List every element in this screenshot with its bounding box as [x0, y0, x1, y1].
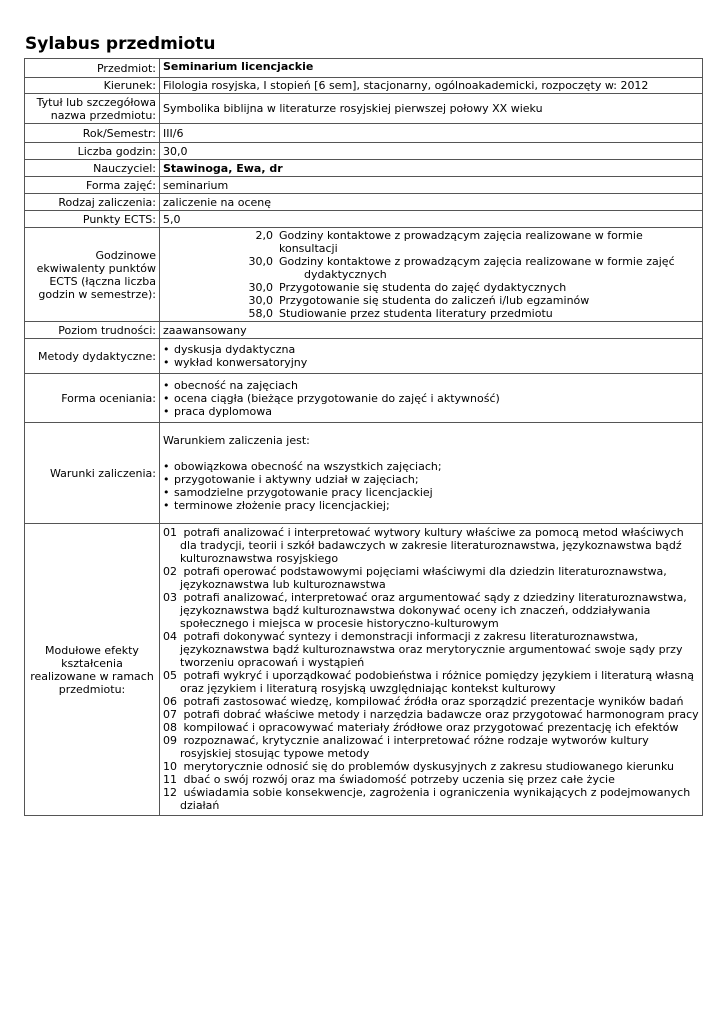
value-nauczyciel: Stawinoga, Ewa, dr [160, 160, 703, 177]
hours-text: Godziny kontaktowe z prowadzącym zajęcia realizowane w formie zajęć [279, 255, 675, 268]
row-forma [25, 177, 703, 194]
hours-text: Godziny kontaktowe z prowadzącym zajęcia realizowane w formie konsultacji [279, 229, 643, 255]
value-godz-ects [160, 228, 703, 322]
effect-text: potrafi operować podstawowymi pojęciami właściwymi dla dziedzin literaturoznawstwa, językoznawstwa lub kulturoznawstwa [180, 565, 667, 591]
list-item: • praca dyplomowa [163, 405, 699, 418]
effect-text: merytorycznie odnosić się do problemów dyskusyjnych z zakresu studiowanego kierunku [183, 760, 675, 773]
value-godziny: 30,0 [160, 143, 703, 160]
effect-number: 04 [163, 630, 177, 643]
value-przedmiot: Seminarium licencjackie [160, 59, 703, 78]
row-godz-ects [25, 228, 703, 322]
hours-text: Przygotowanie się studenta do zaliczeń i/lub egzaminów [279, 294, 590, 307]
effect-number: 11 [163, 773, 177, 786]
label-przedmiot: Przedmiot: [25, 59, 160, 78]
effect-item [163, 786, 699, 812]
value-poziom: zaawansowany [160, 322, 703, 339]
value-metody [160, 339, 703, 374]
syllabus-table [24, 58, 703, 816]
effect-text: uświadamia sobie konsekwencje, zagrożenia i ograniczenia wynikających z podejmowanych działań [180, 786, 691, 812]
effect-text: potrafi analizować i interpretować wytwory kultury właściwe za pomocą metod właściwych dla tradycji, teorii i szkół badawczych w zakresie literaturoznawstwa, językoznawstwa bądź kulturoznawstwa rosyjskiego [180, 526, 684, 565]
value-warunki [160, 423, 703, 524]
value-rok: III/6 [160, 124, 703, 143]
value-tytul: Symbolika biblijna w literaturze rosyjskiej pierwszej połowy XX wieku [160, 94, 703, 124]
hours-text-wrapper [276, 255, 699, 281]
label-efekty: Modułowe efekty kształcenia realizowane w ramach przedmiotu: [25, 524, 160, 816]
label-godz-ects: Godzinowe ekwiwalenty punktów ECTS (łączna liczba godzin w semestrze): [25, 228, 160, 322]
effect-number: 07 [163, 708, 177, 721]
label-forma: Forma zajęć: [25, 177, 160, 194]
label-ocenianie: Forma oceniania: [25, 374, 160, 423]
label-metody: Metody dydaktyczne: [25, 339, 160, 374]
effect-number: 03 [163, 591, 177, 604]
hours-number: 30,0 [248, 255, 273, 268]
effect-text: kompilować i opracowywać materiały źródłowe oraz przygotować prezentację ich efektów [183, 721, 679, 734]
ocenianie-list [163, 379, 699, 418]
effect-item [163, 630, 699, 669]
list-item: • samodzielne przygotowanie pracy licencjackiej [163, 486, 699, 499]
hours-number: 2,0 [255, 229, 273, 242]
list-item: • przygotowanie i aktywny udział w zajęciach; [163, 473, 699, 486]
row-poziom [25, 322, 703, 339]
list-item: • obecność na zajęciach [163, 379, 699, 392]
effect-text: potrafi zastosować wiedzę, kompilować źródła oraz sporządzić prezentacje wyników badań [183, 695, 684, 708]
effect-item [163, 526, 699, 565]
effect-text: potrafi dobrać właściwe metody i narzędzia badawcze oraz przygotować harmonogram pracy [183, 708, 699, 721]
value-efekty [160, 524, 703, 816]
warunki-intro: Warunkiem zaliczenia jest: [163, 434, 310, 447]
effect-number: 09 [163, 734, 177, 747]
hours-text: Przygotowanie się studenta do zajęć dydaktycznych [279, 281, 567, 294]
page-title: Sylabus przedmiotu [25, 34, 216, 54]
row-rodzaj [25, 194, 703, 211]
effect-item [163, 669, 699, 695]
list-item: • wykład konwersatoryjny [163, 356, 699, 369]
row-rok [25, 124, 703, 143]
row-efekty [25, 524, 703, 816]
row-tytul [25, 94, 703, 124]
row-godziny [25, 143, 703, 160]
label-rok: Rok/Semestr: [25, 124, 160, 143]
hours-item [163, 255, 699, 281]
effect-item [163, 708, 699, 721]
list-item: • obowiązkowa obecność na wszystkich zajęciach; [163, 460, 699, 473]
label-godziny: Liczba godzin: [25, 143, 160, 160]
effect-number: 10 [163, 760, 177, 773]
effect-text: rozpoznawać, krytycznie analizować i interpretować różne rodzaje wytworów kultury rosyjskiej stosując typowe metody [180, 734, 649, 760]
metody-list [163, 343, 699, 369]
row-ects [25, 211, 703, 228]
row-metody [25, 339, 703, 374]
effect-text: potrafi analizować, interpretować oraz argumentować sądy z dziedziny literaturoznawstwa, językoznawstwa bądź kulturoznawstwa dokonywać oceny ich znaczeń, oddziaływania społecznego i miejsca w procesie historyczno-kulturowym [180, 591, 687, 630]
row-przedmiot [25, 59, 703, 78]
value-forma: seminarium [160, 177, 703, 194]
effect-text: potrafi wykryć i uporządkować podobieństwa i różnice pomiędzy językiem i literaturą własną oraz językiem i literaturą rosyjską uwzględniając kontekst kulturowy [180, 669, 694, 695]
effect-item [163, 760, 699, 773]
label-kierunek: Kierunek: [25, 78, 160, 94]
list-item: • ocena ciągła (bieżące przygotowanie do zajęć i aktywność) [163, 392, 699, 405]
label-ects: Punkty ECTS: [25, 211, 160, 228]
effect-number: 08 [163, 721, 177, 734]
effect-item [163, 734, 699, 760]
warunki-list [163, 460, 699, 512]
effect-item [163, 773, 699, 786]
effect-item [163, 591, 699, 630]
list-item: • terminowe złożenie pracy licencjackiej; [163, 499, 699, 512]
effect-number: 06 [163, 695, 177, 708]
label-rodzaj: Rodzaj zaliczenia: [25, 194, 160, 211]
value-ects: 5,0 [160, 211, 703, 228]
hours-item [163, 307, 699, 320]
effect-number: 01 [163, 526, 177, 539]
effect-text: dbać o swój rozwój oraz ma świadomość potrzeby uczenia się przez całe życie [183, 773, 615, 786]
effect-number: 02 [163, 565, 177, 578]
value-rodzaj: zaliczenie na ocenę [160, 194, 703, 211]
row-kierunek [25, 78, 703, 94]
effect-item [163, 565, 699, 591]
effect-text: potrafi dokonywać syntezy i demonstracji informacji z zakresu literaturoznawstwa, językoznawstwa bądź kulturoznawstwa oraz merytorycznie argumentować swoje sądy przy tworzeniu opracowań i wystąpień [180, 630, 683, 669]
label-tytul: Tytuł lub szczegółowa nazwa przedmiotu: [25, 94, 160, 124]
effect-item [163, 695, 699, 708]
value-kierunek: Filologia rosyjska, I stopień [6 sem], stacjonarny, ogólnoakademicki, rozpoczęty w: 2012 [160, 78, 703, 94]
row-ocenianie [25, 374, 703, 423]
label-warunki: Warunki zaliczenia: [25, 423, 160, 524]
hours-text: Studiowanie przez studenta literatury przedmiotu [279, 307, 553, 320]
label-nauczyciel: Nauczyciel: [25, 160, 160, 177]
effect-item [163, 721, 699, 734]
hours-text-continued: dydaktycznych [304, 268, 387, 281]
list-item: • dyskusja dydaktyczna [163, 343, 699, 356]
hours-number: 30,0 [248, 294, 273, 307]
hours-item [163, 294, 699, 307]
hours-number: 30,0 [248, 281, 273, 294]
hours-item [163, 229, 699, 255]
value-ocenianie [160, 374, 703, 423]
effect-number: 12 [163, 786, 177, 799]
hours-number: 58,0 [248, 307, 273, 320]
row-warunki [25, 423, 703, 524]
hours-item [163, 281, 699, 294]
row-nauczyciel [25, 160, 703, 177]
effect-number: 05 [163, 669, 177, 682]
label-poziom: Poziom trudności: [25, 322, 160, 339]
